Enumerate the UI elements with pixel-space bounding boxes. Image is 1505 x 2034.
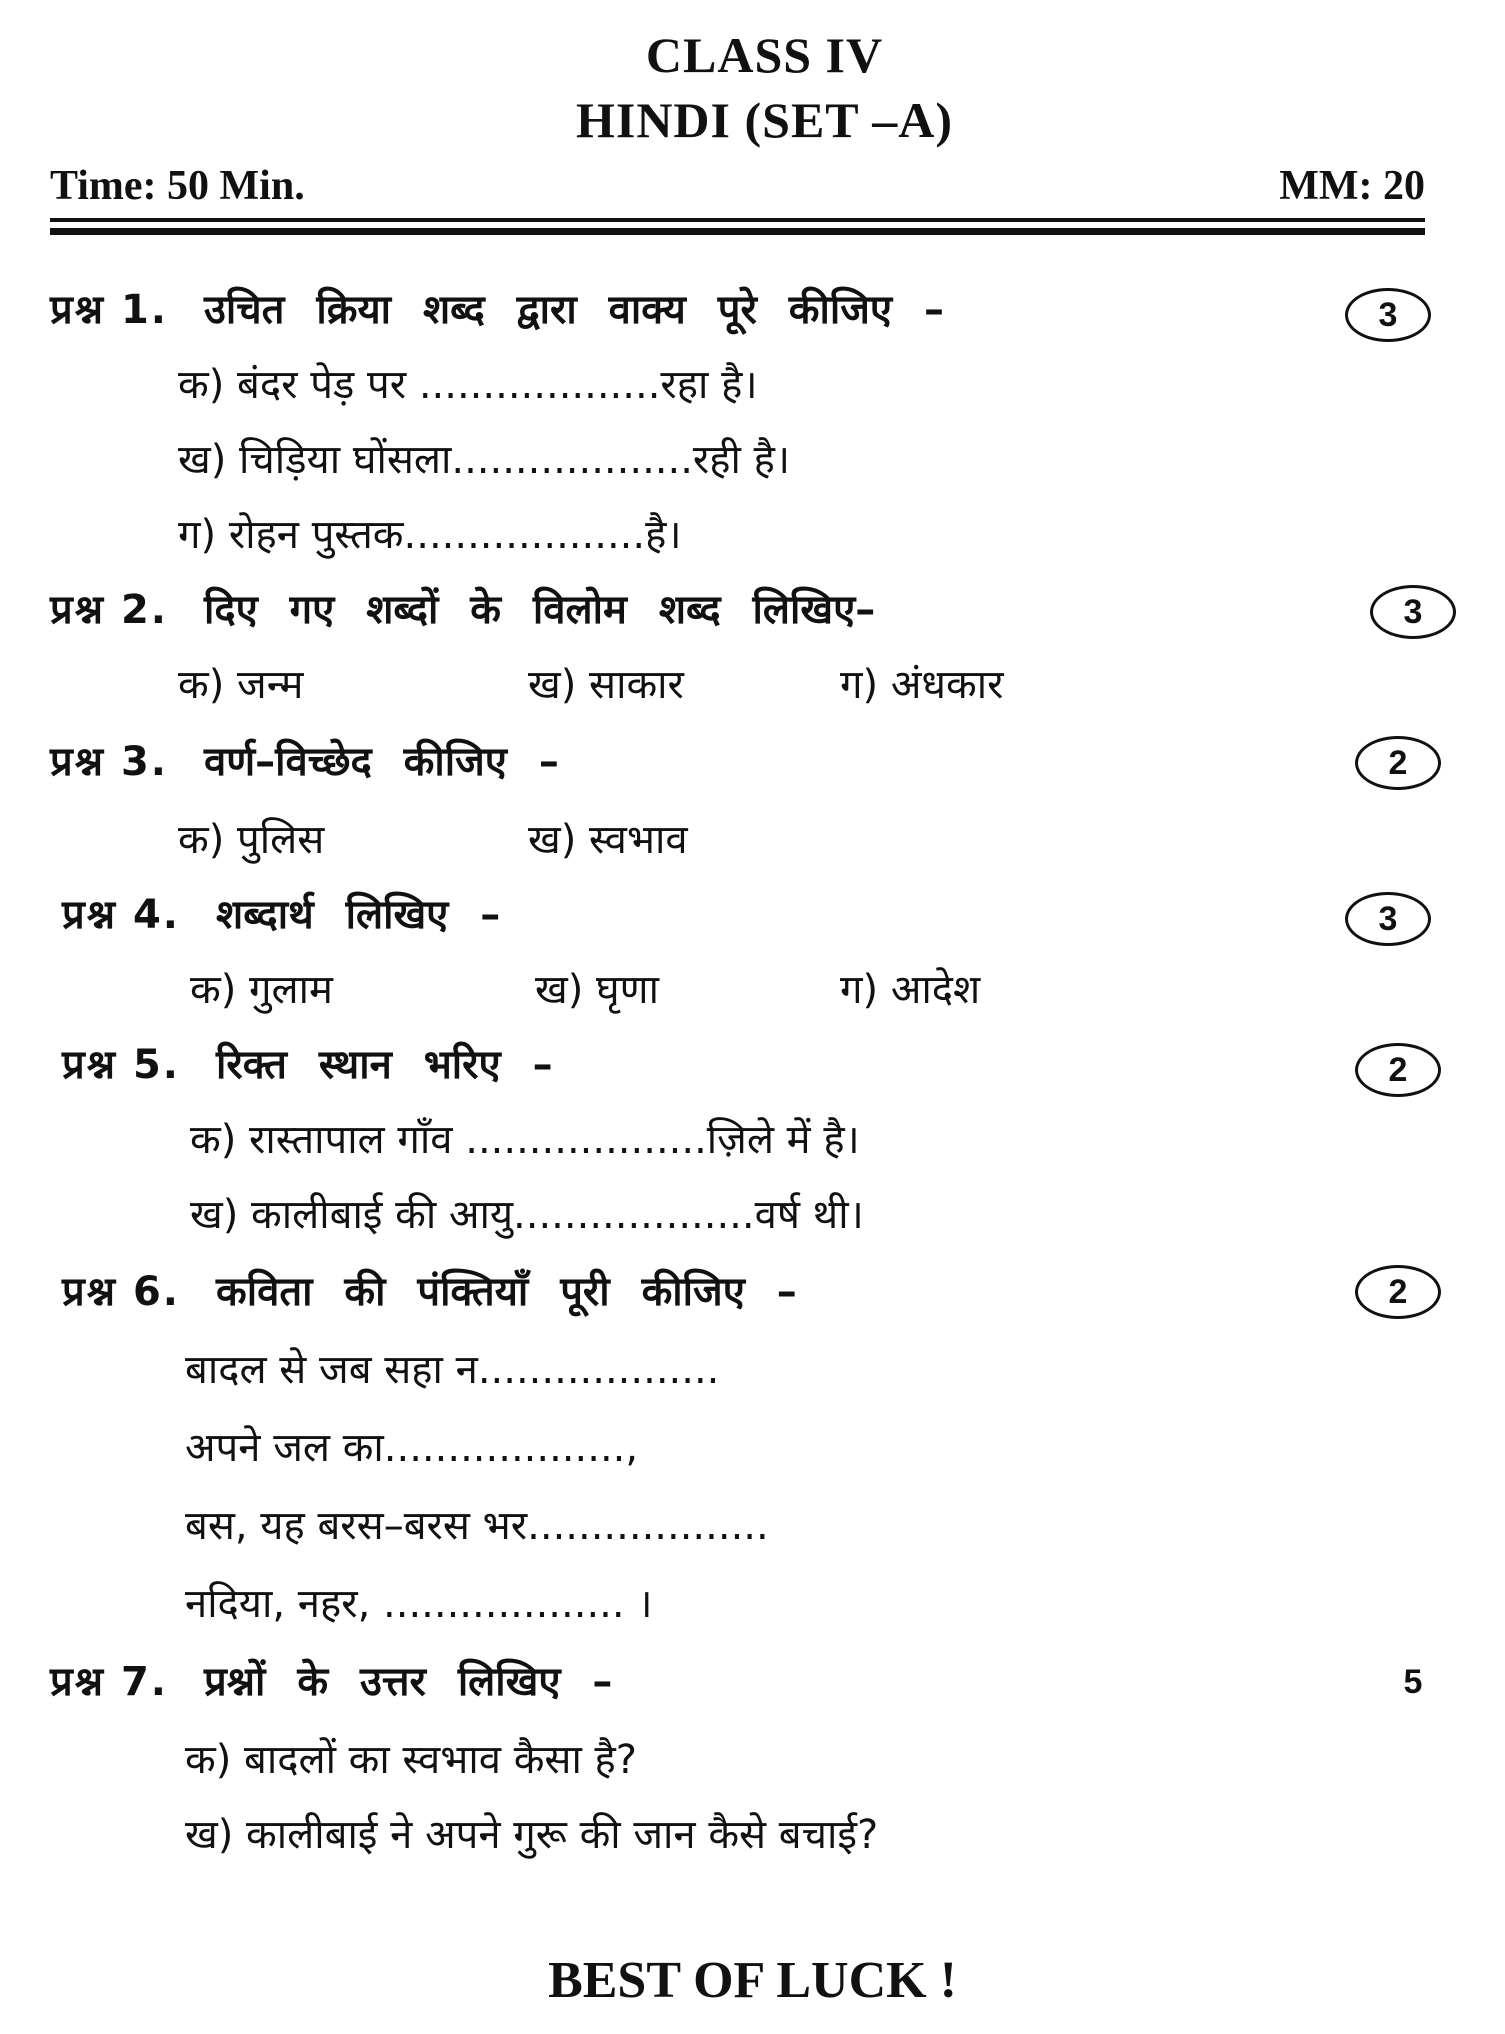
question-7-marks: 5 xyxy=(1403,1663,1423,1701)
question-3-option-b: ख) स्वभाव xyxy=(528,817,688,863)
question-1-label: प्रश्न 1. xyxy=(50,287,168,333)
question-4-option-a: क) गुलाम xyxy=(190,967,333,1013)
question-2-marks: 3 xyxy=(1370,585,1456,639)
question-2-label: प्रश्न 2. xyxy=(50,587,168,633)
question-4-option-c: ग) आदेश xyxy=(840,967,981,1013)
question-2-heading xyxy=(50,587,876,633)
poem-line-4: नदिया, नहर, ................... । xyxy=(185,1581,653,1627)
poem-line-2: अपने जल का..................., xyxy=(185,1425,639,1471)
question-7-label: प्रश्न 7. xyxy=(50,1659,168,1705)
header-rule-thin xyxy=(50,218,1425,222)
question-5-marks: 2 xyxy=(1355,1043,1441,1097)
subject-title: HINDI (SET –A) xyxy=(575,92,954,148)
question-3-marks: 2 xyxy=(1355,736,1441,790)
question-4-heading xyxy=(62,892,501,938)
question-2-option-c: ग) अंधकार xyxy=(840,662,1004,708)
poem-line-1: बादल से जब सहा न................... xyxy=(185,1347,720,1393)
question-6-marks: 2 xyxy=(1355,1265,1441,1319)
question-2-text: दिए गए शब्दों के विलोम शब्द लिखिए– xyxy=(204,587,876,633)
question-3-text: वर्ण–विच्छेद कीजिए – xyxy=(204,739,559,785)
closing-message: BEST OF LUCK ! xyxy=(548,1952,957,2009)
class-title: CLASS IV xyxy=(645,27,884,83)
time-allowed: Time: 50 Min. xyxy=(50,163,305,209)
question-5-item-a: क) रास्तापाल गाँव ...................ज़िले में है। xyxy=(190,1117,860,1163)
question-3-heading xyxy=(50,739,559,785)
question-4-marks: 3 xyxy=(1345,892,1431,946)
max-marks: MM: 20 xyxy=(1279,163,1425,209)
question-4-label: प्रश्न 4. xyxy=(62,892,180,938)
question-1-marks: 3 xyxy=(1345,288,1431,342)
question-6-heading xyxy=(62,1269,797,1315)
question-1-item-a: क) बंदर पेड़ पर ...................रहा है। xyxy=(178,362,758,408)
question-7-item-b: ख) कालीबाई ने अपने गुरू की जान कैसे बचाई? xyxy=(185,1812,879,1858)
question-5-heading xyxy=(62,1042,553,1088)
question-1-item-b: ख) चिड़िया घोंसला...................रही है। xyxy=(178,437,791,483)
question-5-item-b: ख) कालीबाई की आयु...................वर्ष थी। xyxy=(190,1192,864,1238)
question-4-option-b: ख) घृणा xyxy=(535,967,659,1013)
question-2-option-a: क) जन्म xyxy=(178,662,304,708)
question-5-label: प्रश्न 5. xyxy=(62,1042,180,1088)
header-rule-thick xyxy=(50,228,1425,235)
question-1-text: उचित क्रिया शब्द द्वारा वाक्य पूरे कीजिए – xyxy=(204,287,944,333)
question-3-label: प्रश्न 3. xyxy=(50,739,168,785)
question-6-text: कविता की पंक्तियाँ पूरी कीजिए – xyxy=(216,1269,797,1315)
question-1-item-c: ग) रोहन पुस्तक...................है। xyxy=(178,512,682,558)
question-6-label: प्रश्न 6. xyxy=(62,1269,180,1315)
question-1-heading xyxy=(50,287,944,333)
question-3-option-a: क) पुलिस xyxy=(178,817,325,863)
question-2-option-b: ख) साकार xyxy=(528,662,684,708)
question-5-text: रिक्त स्थान भरिए – xyxy=(216,1042,553,1088)
question-4-text: शब्दार्थ लिखिए – xyxy=(216,892,501,938)
question-7-item-a: क) बादलों का स्वभाव कैसा है? xyxy=(185,1737,638,1783)
question-7-heading xyxy=(50,1659,613,1705)
poem-line-3: बस, यह बरस–बरस भर................... xyxy=(185,1503,769,1549)
question-7-text: प्रश्नों के उत्तर लिखिए – xyxy=(204,1659,613,1705)
